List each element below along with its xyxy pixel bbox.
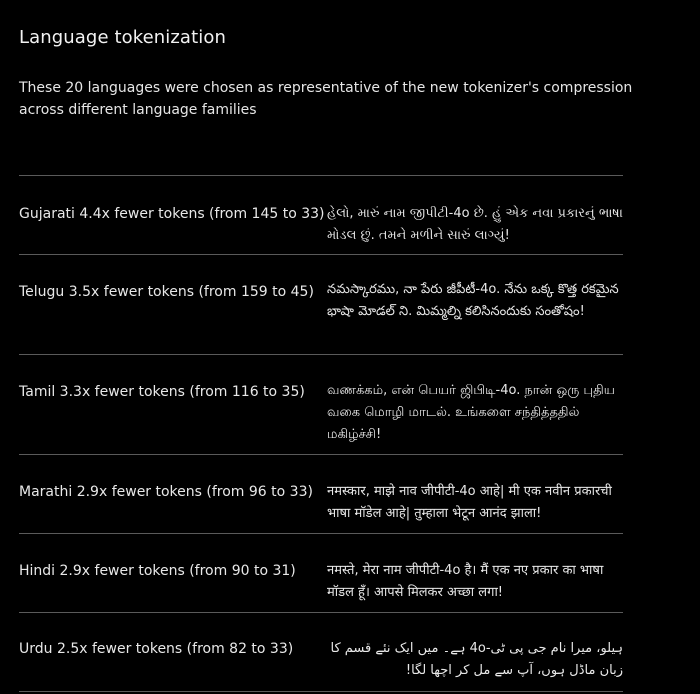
row-language-label: Marathi 2.9x fewer tokens (from 96 to 33) <box>19 484 313 500</box>
row-sample-text: வணக்கம், என் பெயர் ஜிபிடி-4o. நான் ஒரு புதிய வகை மொழி மாடல். உங்களை சந்தித்ததில் மகிழ்ச்சி! <box>327 383 615 442</box>
language-table <box>19 175 623 692</box>
row-sample-text: नमस्ते, मेरा नाम जीपीटी-4o है। मैं एक नए प्रकार का भाषा मॉडल हूँ। आपसे मिलकर अच्छा लगा! <box>327 563 604 600</box>
row-sample-text: నమస్కారము, నా పేరు జీపీటీ-4o. నేను ఒక్క కొత్త రకమైన భాషా మోడల్ ని. మిమ్మల్ని కలిసినందుకు సంతోషం! <box>327 282 619 319</box>
section-title: Language tokenization <box>19 27 226 48</box>
table-row-gujarati <box>19 176 623 255</box>
row-language-label: Gujarati 4.4x fewer tokens (from 145 to 33) <box>19 206 325 222</box>
table-row-tamil <box>19 355 623 455</box>
row-sample-text: હેલો, મારું નામ જીપીટી-4o છે. હું એક નવા પ્રકારનું ભાષા મોડલ છું. તમને મળીને સારું લાગ્યું! <box>327 206 623 243</box>
row-language-label: Urdu 2.5x fewer tokens (from 82 to 33) <box>19 641 294 657</box>
row-sample-text: नमस्कार, माझे नाव जीपीटी-4o आहे| मी एक नवीन प्रकारची भाषा मॉडेल आहे| तुम्हाला भेटून आनंद झाला! <box>327 484 612 521</box>
table-row-hindi <box>19 534 623 613</box>
section-description: These 20 languages were chosen as representative of the new tokenizer's compression across different language families <box>19 80 633 118</box>
row-sample-text: ہیلو، میرا نام جی پی ٹی-4o ہے۔ میں ایک نئے قسم کا زبان ماڈل ہوں، آپ سے مل کر اچھا لگا! <box>330 641 623 678</box>
row-language-label: Tamil 3.3x fewer tokens (from 116 to 35) <box>19 384 305 400</box>
table-row-marathi <box>19 455 623 534</box>
table-row-urdu <box>19 613 623 692</box>
table-row-telugu <box>19 255 623 355</box>
row-language-label: Hindi 2.9x fewer tokens (from 90 to 31) <box>19 563 296 579</box>
row-language-label: Telugu 3.5x fewer tokens (from 159 to 45) <box>19 284 314 300</box>
